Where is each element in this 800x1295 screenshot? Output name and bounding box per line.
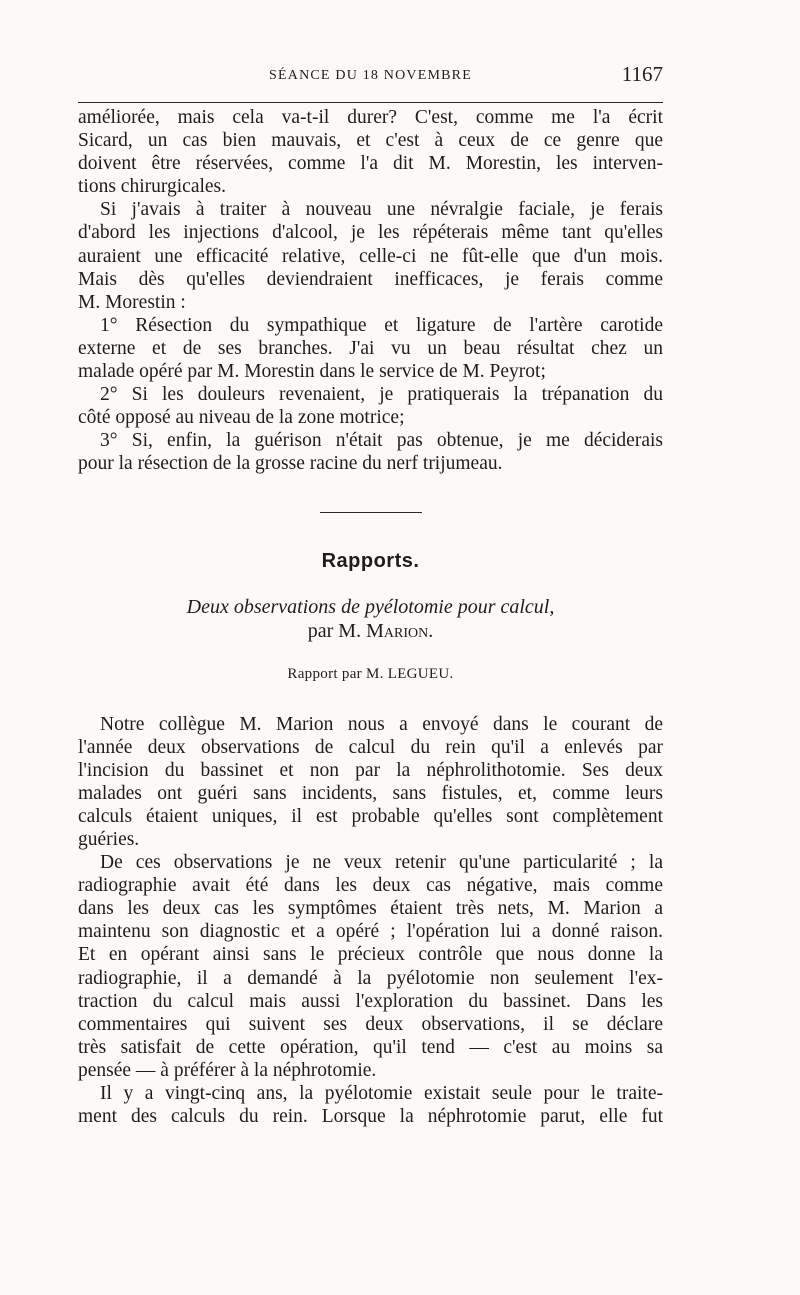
running-title: SÉANCE DU 18 NOVEMBRE	[269, 68, 472, 83]
text-line: d'abord les injections d'alcool, je les répéterais même tant qu'elles	[78, 222, 663, 244]
text-line: commentaires qui suivent ses deux observations, il se déclare	[78, 1013, 663, 1035]
text-line: l'incision du bassinet et non par la néphrolithotomie. Ses deux	[78, 759, 663, 781]
list-item-line: 2° Si les douleurs revenaient, je pratiquerais la trépanation du	[100, 384, 663, 406]
text-line: l'année deux observations de calcul du rein qu'il a enlevés par	[78, 736, 663, 758]
list-item-line: côté opposé au niveau de la zone motrice;	[78, 407, 405, 429]
text-line: doivent être réservées, comme l'a dit M. Morestin, les interven-	[78, 153, 663, 175]
text-line: pensée — à préférer à la néphrotomie.	[78, 1059, 377, 1081]
text-line: maintenu son diagnostic et a opéré ; l'opération lui a donné raison.	[78, 921, 663, 943]
section-divider	[320, 512, 422, 513]
text-line: Et en opérant ainsi sans le précieux contrôle que nous donne la	[78, 944, 663, 966]
text-line: traction du calcul mais aussi l'exploration du bassinet. Dans les	[78, 990, 663, 1012]
text-line: Si j'avais à traiter à nouveau une névralgie faciale, je ferais	[100, 199, 663, 221]
text-line: très satisfait de cette opération, qu'il tend — c'est au moins sa	[78, 1036, 663, 1058]
report-body	[78, 713, 663, 1129]
text-line: améliorée, mais cela va-t-il durer? C'est, comme me l'a écrit	[78, 107, 663, 128]
text-line: auraient une efficacité relative, celle-ci ne fût-elle que d'un mois.	[78, 245, 663, 267]
page-content	[78, 62, 663, 1128]
section-heading: Rapports.	[321, 549, 420, 572]
text-line: ment des calculs du rein. Lorsque la néphrotomie parut, elle fut	[78, 1106, 663, 1128]
text-line: Mais dès qu'elles deviendraient inefficaces, je ferais comme	[78, 268, 663, 290]
running-header	[78, 62, 663, 92]
text-line: Il y a vingt-cinq ans, la pyélotomie existait seule pour le traite-	[100, 1083, 663, 1104]
author-prefix: par M.	[307, 619, 367, 642]
text-line: calculs étaient uniques, il est probable qu'elles sont complètement	[78, 805, 663, 827]
header-rule	[78, 102, 663, 103]
page-number: 1167	[621, 62, 663, 86]
list-item-line: externe et de ses branches. J'ai vu un beau résultat chez un	[78, 337, 663, 359]
text-line: guéries.	[78, 828, 140, 850]
list-item-line: malade opéré par M. Morestin dans le service de M. Peyrot;	[78, 361, 546, 383]
list-item-line: 1° Résection du sympathique et ligature de l'artère carotide	[100, 314, 663, 336]
author-name: Marion.	[366, 619, 434, 642]
previous-article-text	[78, 106, 663, 476]
report-title: Deux observations de pyélotomie pour calcul,	[186, 595, 555, 618]
text-line: De ces observations je ne veux retenir qu'une particularité ; la	[100, 852, 663, 874]
text-line: M. Morestin :	[78, 291, 186, 313]
text-line: tions chirurgicales.	[78, 176, 227, 198]
text-line: radiographie, il a demandé à la pyélotomie non seulement l'ex-	[78, 967, 663, 989]
report-author	[78, 619, 663, 643]
text-line: dans les deux cas les symptômes étaient très nets, M. Marion a	[78, 898, 663, 920]
rapporteur-line: Rapport par M. LEGUEU.	[287, 665, 454, 682]
text-line: radiographie avait été dans les deux cas négative, mais comme	[78, 875, 663, 897]
text-line: malades ont guéri sans incidents, sans fistules, et, comme leurs	[78, 782, 663, 804]
list-item-line: 3° Si, enfin, la guérison n'était pas obtenue, je me déciderais	[100, 430, 663, 452]
text-line: Sicard, un cas bien mauvais, et c'est à ceux de ce genre que	[78, 130, 663, 152]
list-item-line: pour la résection de la grosse racine du nerf trijumeau.	[78, 453, 503, 475]
text-line: Notre collègue M. Marion nous a envoyé dans le courant de	[100, 713, 663, 735]
